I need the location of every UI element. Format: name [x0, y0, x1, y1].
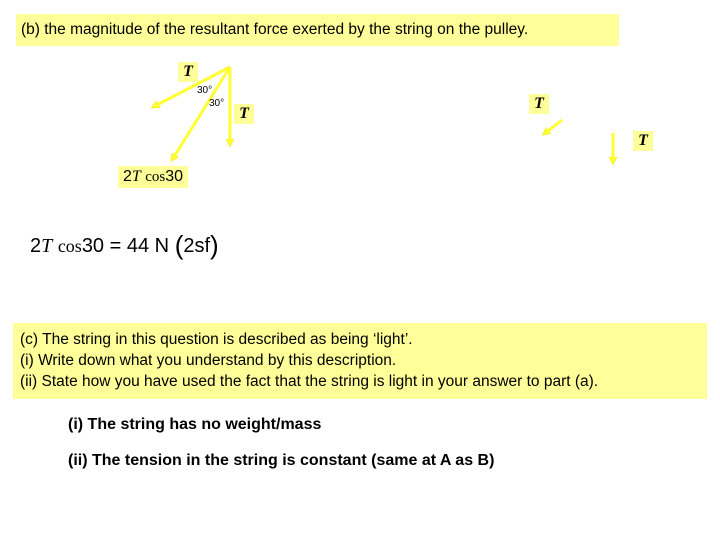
- eq-open-paren: (: [174, 230, 184, 260]
- eq-var: T: [41, 235, 53, 257]
- resultant-label: [118, 166, 188, 188]
- resultant-coef: 2: [122, 168, 132, 185]
- eq-cos: cos: [57, 236, 82, 256]
- question-c-line1: (c) The string in this question is described as being ‘light’.: [20, 331, 413, 348]
- tension-label-2: T: [234, 104, 254, 124]
- answer-i: (i) The string has no weight/mass: [68, 416, 322, 433]
- eq-value: 44 N: [126, 235, 170, 257]
- question-b-text: (b) the magnitude of the resultant force exerted by the string on the pulley.: [16, 14, 619, 46]
- question-c-line2: (i) Write down what you understand by this description.: [20, 352, 397, 369]
- equation: [30, 228, 219, 263]
- angle-label-1: 30°: [197, 85, 213, 96]
- question-c-line3: (ii) State how you have used the fact that the string is light in your answer to part (a).: [20, 373, 599, 390]
- tension-label-3: T: [529, 94, 549, 114]
- question-c-box: [13, 323, 707, 399]
- tension-label-1: T: [178, 62, 198, 82]
- eq-coef: 2: [30, 235, 42, 257]
- eq-close-paren: ): [210, 230, 219, 260]
- eq-angle: 30: [81, 235, 105, 257]
- resultant-cos: cos: [145, 169, 166, 185]
- tension-arrow-diagonal: [544, 120, 562, 134]
- tension-label-4: T: [633, 131, 653, 151]
- answer-ii: (ii) The tension in the string is constant (same at A as B): [68, 452, 495, 469]
- eq-equals: =: [109, 235, 122, 257]
- resultant-angle: 30: [165, 168, 184, 185]
- resultant-var: T: [131, 168, 141, 185]
- angle-label-2: 30°: [209, 98, 225, 109]
- eq-note: 2sf: [183, 235, 211, 257]
